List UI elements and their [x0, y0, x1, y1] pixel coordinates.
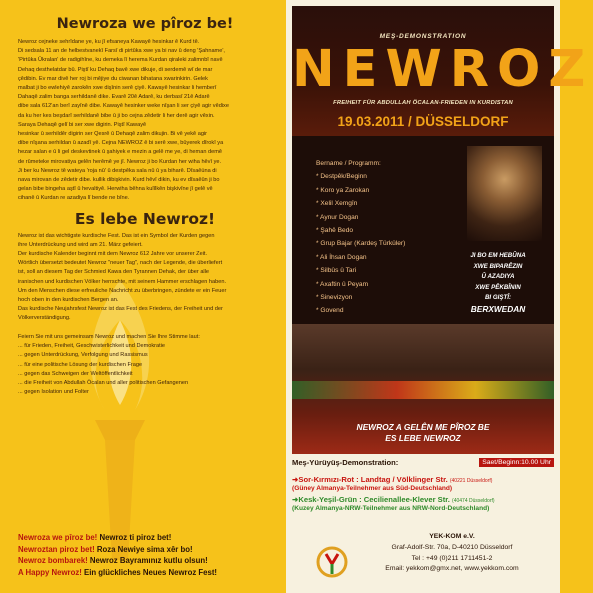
- arrow-icon: ➜: [292, 495, 299, 504]
- program-list: [316, 157, 436, 318]
- kurdish-title: Newroza we pîroz be!: [56, 16, 234, 32]
- flag-colors-band: [292, 381, 554, 399]
- quote-emphasis: BERXWEDAN: [470, 303, 526, 314]
- poster-date-city: 19.03.2011 / DÜSSELDORF: [337, 114, 509, 129]
- email-web: Email: yekkom@gmx.net, www.yekkom.com: [385, 565, 519, 573]
- program-item: * Grup Bajar (Kardeş Türküler): [316, 240, 406, 248]
- telephone: Tel : +49 (0)211 1711451-2: [411, 554, 493, 562]
- program-item: * Şahê Bedo: [316, 227, 354, 235]
- kurdish-text: Newroz cejneke sehrîdane ye, ku jî efsaneya Kawayê hesinkar ê Kurd tê. Di sedsala 11 an de helbestvanekî Farsî di pirtûka xwe ya bi nav û deng 'Şahname', 'Pirtûka Ûkralan' de radigihîne, ku demeka lî herema Kurdan qiraleki zalimnbî navê Dehaq desthelatdar bû. Piştî ku Dehaq bavê xwe dikuje, di serdemê wî de mar çêdibin. Ev mar divê her roj bi mêjiye du ciwanan bihatana xwarinkirin. Gelek malbat ji bo ewlehiyê zarokên xwe dişînin serê çiyê. Kawayê hesinkar li hemberî Dahaqê zalim banga serhildanê dike. Evarê 20ê Adarê, ku derbasî 21ê Adarê dibe sala 612'an berî zayînê dibe. Kawayê hesinker weke nîşan li ser çiyê agir vêdixe da ku her kes beşdarî serhildanê bibe û ji bo cejna zêdetir li her derê agir vêxin. Saraya Dehaqê gelî bi ser xwe digirin. Piştî Kawayê hesinkar û serhildêr digirin ser Qesrê û Dehaqê zalim dikujin. Bi vê yekê agir dibe nîşana serhildan û azadî yê. Cejna NEWROZ ê bi serê xwe, bûyerek dîrokî ya hezar salan e û li gel deskevtinek û şahiyek e mezin a gelê me ye, di heman demê de rûmeteke mirovatiya gelên herêmê ye jî. Newroz ji bo Kurdan her wiha hêvî ye. Ji ber ku Newroz tê wateya 'roja nû' û destpêka sala nû û ya biharê. Dîsaêüna di nava mirovan de zêdetir dibe. kullik dibişkivin. Kurd hêvî dikin, ku ev dîsaêûn ji bo gelan bibe bingeha aştî û hevaltiyê. Herwiha bêhna kulîlkên bişkivîne jî gelê vê cihanê û Kurdan re azadiya lî bende ne bîne.: [18, 39, 229, 202]
- poster-quote: JI BO EM HEBÛNA XWE BIPARÊZIN Û AZADIYA XWE PÊKBÎNIN BI GIŞTÎ: BERXWEDAN: [442, 251, 554, 314]
- slogan-line: Newroza we pîroz be! Newroz ti piroz bet!: [18, 533, 172, 542]
- route-red: ➜Sor-Kırmızı-Rot : Landtag / Völklinger Str. (40221 Düsseldorf) (Güney Almanya-Teilnehmer aus Süd-Deutschland): [292, 475, 493, 492]
- program-item: * Koro ya Zarokan: [316, 186, 370, 194]
- yekkom-logo-icon: [316, 546, 348, 578]
- german-title: Es lebe Newroz!: [74, 209, 216, 228]
- slogan-line: A Happy Newroz! Ein glückliches Neues Newroz Fest!: [18, 567, 218, 577]
- portrait-photo: [467, 146, 542, 241]
- right-flyer-panel: [286, 0, 593, 593]
- program-item: * Aynur Dogan: [316, 213, 359, 221]
- program-heading: Bername / Programm:: [316, 160, 381, 167]
- slogan-line: Newroztan piroz bet! Roza Newiye sima xêr bo!: [18, 544, 193, 554]
- poster-kicker: MEŞ-DEMONSTRATION: [379, 33, 467, 40]
- contact-lines: [362, 532, 542, 575]
- march-title: Meş-Yürüyüş-Demonstration:: [292, 458, 399, 467]
- arrow-icon: ➜: [292, 475, 299, 484]
- poster-big-title: NEWROZ: [292, 40, 593, 99]
- program-item: * Silbûs û Tari: [316, 267, 357, 275]
- program-item: * Destpêk/Beginn: [316, 173, 367, 181]
- march-section: [292, 458, 554, 512]
- program-item: * Govend: [316, 307, 344, 315]
- event-poster: [292, 6, 593, 454]
- address: Graf-Adolf-Str. 70a, D-40210 Düsseldorf: [391, 543, 513, 551]
- poster-subtitle: FREIHEIT FÜR ABDULLAH ÖCALAN-FRIEDEN IN KURDISTAN: [333, 100, 513, 106]
- left-text-panel: [0, 0, 286, 593]
- german-text: Newroz ist das wichtigste kurdische Fest. Das ist ein Symbol der Kurden gegen ihre Unterdrückung und wird am 21. März gefeiert. Der kurdische Kalender beginnt mit dem Newroz 612 Jahre vor unserer Zeit. Wörtlich übersetzt bedeutet Newroz "neuer Tag", nach der Legende, die überliefert ist, soll an diesem Tag der Schmied Kawa den Tyrannen Dehak, der über alle iranischen und kurdischen Völker herrschte, mit seinem Hammer erschlagen haben. Um den Menschen diese erfreuliche Nachricht zu überbringen, zündete er ein Feuer hoch oben in den kurdischen Bergen an. Das kurdische Neujahrsfest Newroz ist das Fest des Friedens, der Freiheit und der Völkerverständigung. Feiern Sie mit uns gemeinsam Newroz und machen Sie Ihre Stimme laut: ... für Frieden, Freiheit, Geschwisterlichkeit und Demokratie ... gegen Unterdrückung, Verfolgung und Rassismus ... für eine politische Lösung der kurdischen Frage ... gegen das Schweigen der Weltöffentlichkeit ... die Freiheit von Abdullah Öcalan und aller politischen Gefangenen ... gegen Isolation und Folter: [18, 232, 227, 396]
- crowd-caption: NEWROZ A GELÊN ME PÎROZ BE ES LEBE NEWROZ: [356, 422, 490, 443]
- program-item: * Axaftin û Peyam: [316, 280, 369, 288]
- org-name: YEK-KOM e.V.: [429, 533, 475, 540]
- route-green: ➜Kesk-Yeşil-Grün : Cecilienallee-Klever Str. (40474 Düsseldorf) (Kuzey Almanya-NRW-Teilnehmer aus NRW-Nord-Deutschland): [292, 495, 495, 512]
- program-item: * Xelil Xemgîn: [316, 200, 358, 208]
- program-item: * Ali İhsan Dogan: [316, 253, 367, 261]
- march-time-badge: Saet/Beginn:10.00 Uhr: [479, 458, 554, 467]
- program-item: * Sinevizyon: [316, 294, 353, 302]
- slogans-list: [18, 532, 280, 578]
- contact-footer: [292, 532, 554, 593]
- slogan-line: Newroz bombarek! Newroz Bayramınız kutlu olsun!: [18, 556, 208, 566]
